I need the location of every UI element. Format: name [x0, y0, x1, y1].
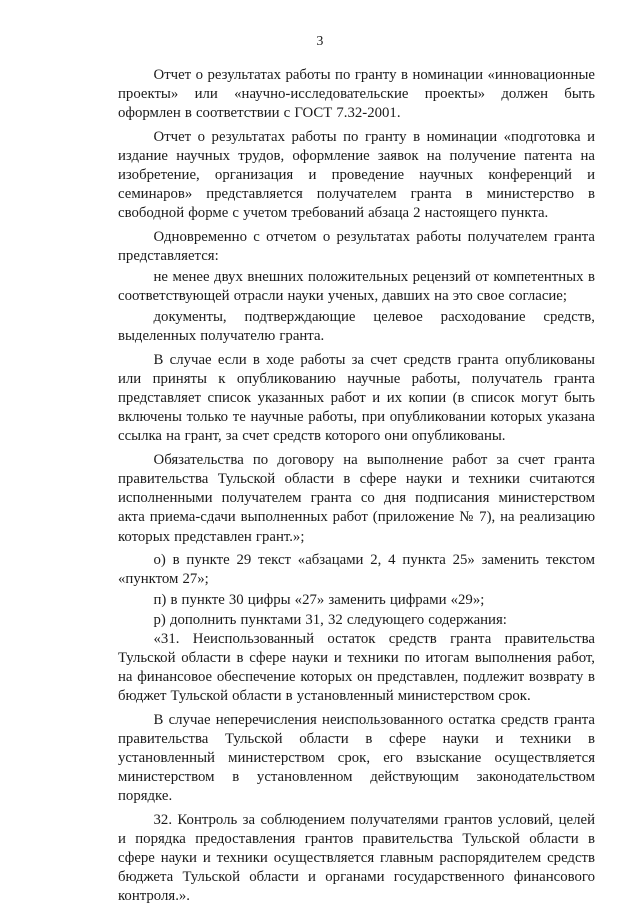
- list-item-p: п) в пункте 30 цифры «27» заменить цифрами «29»;: [153, 592, 485, 609]
- paragraph-simultaneous-report: Одновременно с отчетом о результатах работы получателем гранта представляется:: [118, 228, 595, 265]
- list-item-o: о) в пункте 29 текст «абзацами 2, 4 пункта 25» заменить текстом «пунктом 27»;: [118, 552, 595, 588]
- paragraph-reviews: не менее двух внешних положительных рецензий от компетентных в соответствующей отрасли науки ученых, давших на это свое согласие;: [118, 269, 595, 305]
- paragraph-report-innovation: Отчет о результатах работы по гранту в номинации «инновационные проекты» или «научно-исследовательские проекты» должен быть оформлен в соответствии с ГОСТ 7.32-2001.: [118, 67, 595, 122]
- paragraph-publications: В случае если в ходе работы за счет средств гранта опубликованы или приняты к опубликованию научные работы, получатель гранта представляет список указанных работ и их копии (в список могут быть включены только те научные работы, при опубликовании которых указана ссылка на грант, за счет средств которого они опубликованы.: [118, 352, 595, 445]
- paragraph-item-31: «31. Неиспользованный остаток средств гранта правительства Тульской области в сфере науки и техники по итогам выполнения работ, на финансовое обеспечение которых он представлен, подлежит возврату в бюджет Тульской области в установленный министерством срок.: [118, 630, 595, 704]
- list-item-r: р) дополнить пунктами 31, 32 следующего содержания:: [153, 611, 507, 628]
- paragraph-non-transfer: В случае неперечисления неиспользованного остатка средств гранта правительства Тульской области в сфере науки и техники в установленный министерством срок, его взыскание осуществляется министерством в установленном действующим законодательством порядке.: [118, 711, 595, 804]
- paragraph-obligations: Обязательства по договору на выполнение работ за счет гранта правительства Тульской области в сфере науки и техники считаются исполненными получателем гранта со дня подписания министерством акта приема-сдачи выполненных работ (приложение № 7), на реализацию которых представлен грант.»;: [118, 452, 595, 545]
- paragraph-documents: документы, подтверждающие целевое расходование средств, выделенных получателю гранта.: [118, 309, 595, 345]
- paragraph-report-publication: Отчет о результатах работы по гранту в номинации «подготовка и издание научных трудов, оформление заявок на получение патента на изобретение, организация и проведение научных конференций и семинаров» представляется получателем гранта в министерство в свободной форме с учетом требований абзаца 2 настоящего пункта.: [118, 128, 595, 222]
- paragraph-item-32: 32. Контроль за соблюдением получателями грантов условий, целей и порядка предоставления грантов правительства Тульской области в сфере науки и техники осуществляется главным распорядителем средств бюджета Тульской области и органами государственного финансового контроля.».: [118, 811, 595, 904]
- page-number: 3: [316, 34, 324, 49]
- document-body: [118, 66, 595, 911]
